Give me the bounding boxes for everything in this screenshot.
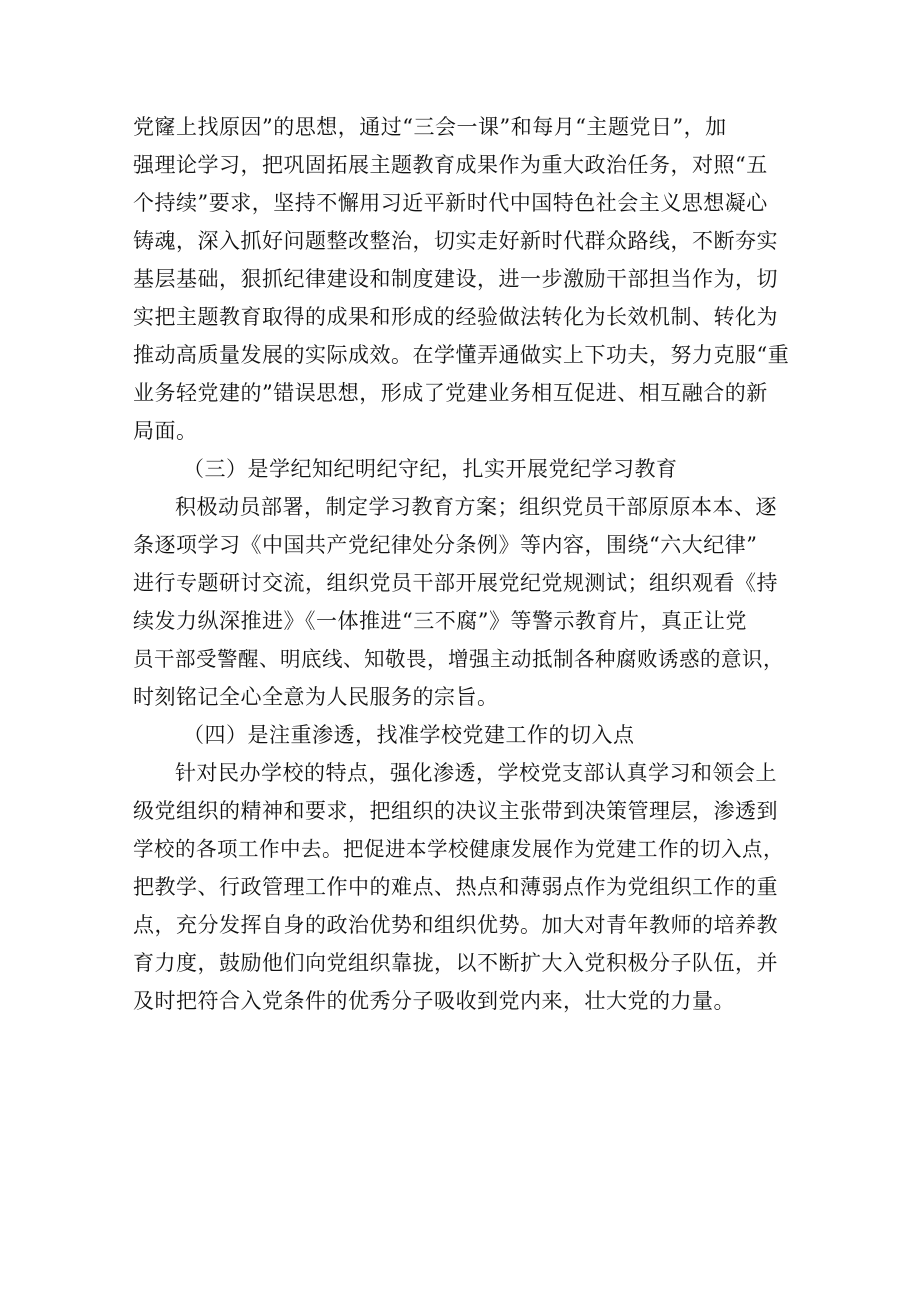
paragraph-1-line: 实把主题教育取得的成果和形成的经验做法转化为长效机制、转化为 <box>133 305 778 329</box>
section-heading-3: （三）是学纪知纪明纪守纪，扎实开展党纪学习教育 <box>183 457 678 481</box>
paragraph-2-line: 时刻铭记全心全意为人民服务的宗旨。 <box>133 685 499 709</box>
paragraph-2-line: 进行专题研讨交流，组织党员干部开展党纪党规测试；组织观看《持 <box>133 571 778 595</box>
paragraph-3-line: 把教学、行政管理工作中的难点、热点和薄弱点作为党组织工作的重 <box>133 875 778 899</box>
paragraph-1-line: 局面。 <box>133 419 198 443</box>
paragraph-2-line: 续发力纵深推进》《一体推进“三不腐”》等警示教育片，真正让党 <box>133 609 747 633</box>
paragraph-3-line: 育力度，鼓励他们向党组织靠拢，以不断扩大入党积极分子队伍，并 <box>133 951 778 975</box>
paragraph-3-line: 点，充分发挥自身的政治优势和组织优势。加大对青年教师的培养教 <box>133 913 778 937</box>
paragraph-2-line: 员干部受警醒、明底线、知敬畏，增强主动抵制各种腐败诱惑的意识， <box>133 647 784 671</box>
section-heading-4: （四）是注重渗透，找准学校党建工作的切入点 <box>183 723 635 747</box>
paragraph-1-line: 铸魂，深入抓好问题整改整治，切实走好新时代群众路线，不断夯实 <box>133 229 778 253</box>
paragraph-1-line: 推动高质量发展的实际成效。在学懂弄通做实上下功夫，努力克服“重 <box>133 343 790 367</box>
paragraph-3-line: 针对民办学校的特点，强化渗透，学校党支部认真学习和领会上 <box>175 761 777 785</box>
paragraph-1-line: 个持续”要求，坚持不懈用习近平新时代中国特色社会主义思想凝心 <box>133 191 768 215</box>
paragraph-1-line: 强理论学习，把巩固拓展主题教育成果作为重大政治任务，对照“五 <box>133 153 768 177</box>
paragraph-2-line: 积极动员部署，制定学习教育方案；组织党员干部原原本本、逐 <box>175 495 777 519</box>
paragraph-3-line: 及时把符合入党条件的优秀分子吸收到党内来，壮大党的力量。 <box>133 989 735 1013</box>
paragraph-2-line: 条逐项学习《中国共产党纪律处分条例》等内容，围绕“六大纪律” <box>133 533 758 557</box>
paragraph-1-line: 业务轻党建的”错误思想，形成了党建业务相互促进、相互融合的新 <box>133 381 768 405</box>
paragraph-3-line: 级党组织的精神和要求，把组织的决议主张带到决策管理层，渗透到 <box>133 799 778 823</box>
paragraph-3-line: 学校的各项工作中去。把促进本学校健康发展作为党建工作的切入点， <box>133 837 784 861</box>
paragraph-1-line: 基层基础，狠抓纪律建设和制度建设，进一步激励干部担当作为，切 <box>133 267 778 291</box>
paragraph-1-line: 党窿上找原因”的思想，通过“三会一课”和每月“主题党日”，加 <box>133 115 727 139</box>
